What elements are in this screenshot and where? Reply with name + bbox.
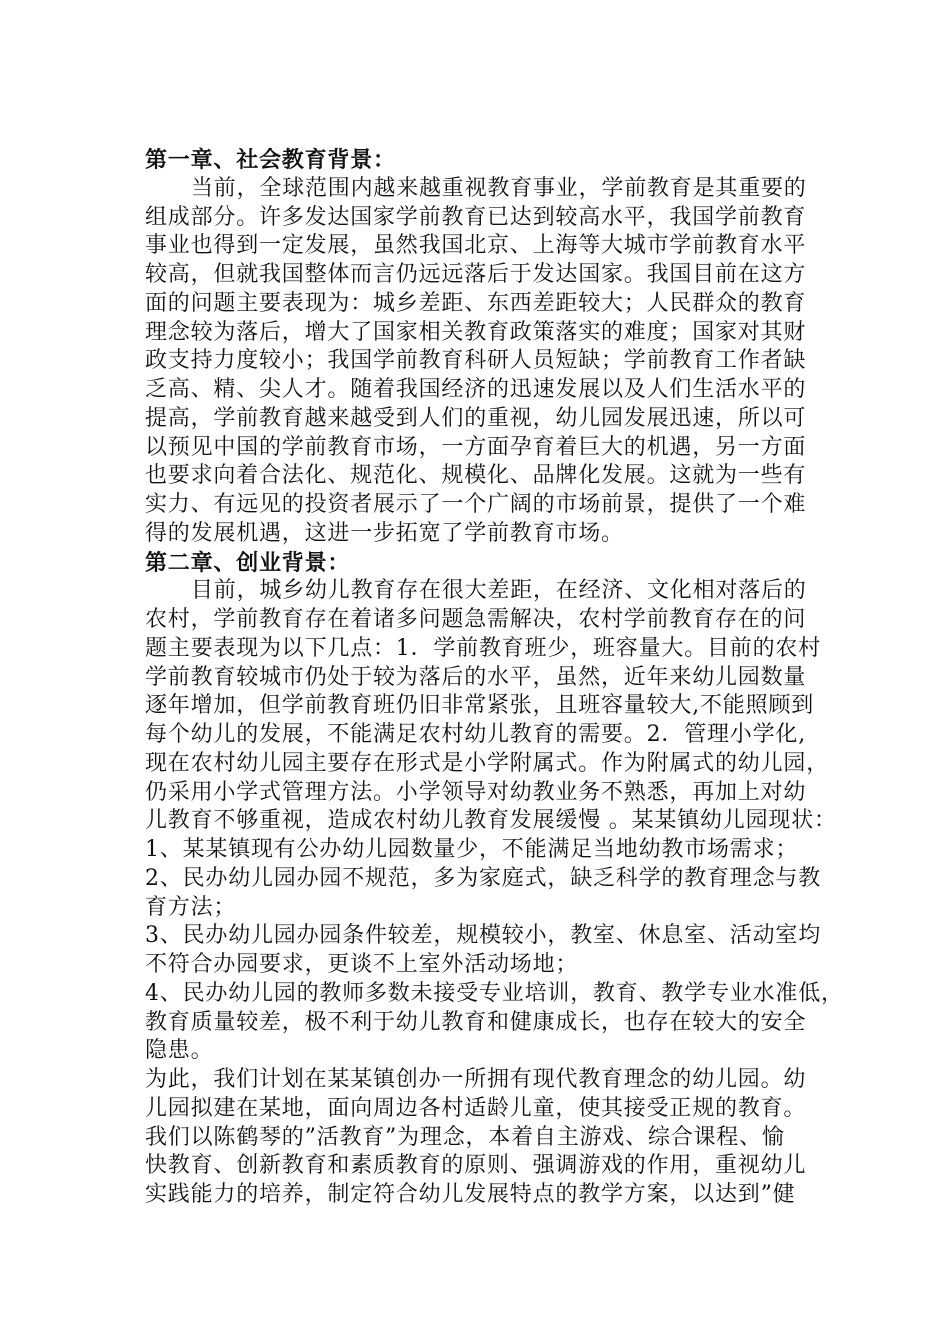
chapter-2-heading: 第二章、创业背景： — [145, 549, 351, 576]
text-line: 教育质量较差，极不利于幼儿教育和健康成长，也存在较大的安全 — [145, 1009, 807, 1035]
text-line: 4、民办幼儿园的教师多数未接受专业培训，教育、教学专业水准低， — [145, 980, 844, 1006]
text-line: 政支持力度较小；我国学前教育科研人员短缺；学前教育工作者缺 — [145, 348, 807, 374]
text-line: 农村，学前教育存在着诸多问题急需解决，农村学前教育存在的问 — [145, 607, 807, 632]
text-line: 现在农村幼儿园主要存在形式是小学附属式。作为附属式的幼儿园， — [145, 750, 830, 776]
text-line: 1、某某镇现有公办幼儿园数量少，不能满足当地幼教市场需求； — [145, 837, 799, 862]
text-line: 组成部分。许多发达国家学前教育已达到较高水平，我国学前教育 — [145, 204, 807, 230]
chapter-1-body — [145, 175, 845, 549]
text-line: 乏高、精、尖人才。随着我国经济的迅速发展以及人们生活水平的 — [145, 377, 807, 402]
chapter-2-body — [145, 577, 845, 1210]
text-line: 学前教育较城市仍处于较为落后的水平，虽然，近年来幼儿园数量 — [145, 664, 807, 690]
text-line: 以预见中国的学前教育市场，一方面孕育着巨大的机遇，另一方面 — [145, 434, 807, 460]
text-line: 我们以陈鹤琴的”活教育”为理念，本着自主游戏、综合课程、愉 — [145, 1124, 785, 1150]
text-line: 事业也得到一定发展，虽然我国北京、上海等大城市学前教育水平 — [145, 233, 807, 259]
text-line: 目前，城乡幼儿教育存在很大差距，在经济、文化相对落后的 — [191, 578, 807, 604]
document-page — [145, 146, 845, 1210]
text-line: 2、民办幼儿园办园不规范，多为家庭式，缺乏科学的教育理念与教 — [145, 865, 821, 891]
text-line: 也要求向着合法化、规范化、规模化、品牌化发展。这就为一些有 — [145, 463, 807, 489]
text-line: 儿园拟建在某地，面向周边各村适龄儿童，使其接受正规的教育。 — [145, 1095, 807, 1121]
text-line: 当前，全球范围内越来越重视教育事业，学前教育是其重要的 — [191, 175, 807, 201]
text-line: 为此，我们计划在某某镇创办一所拥有现代教育理念的幼儿园。幼 — [145, 1067, 807, 1092]
text-line: 儿教育不够重视，造成农村幼儿教育发展缓慢 。某某镇幼儿园现状： — [145, 808, 837, 834]
text-line: 逐年增加，但学前教育班仍旧非常紧张，且班容量较大,不能照顾到 — [145, 693, 814, 719]
text-line: 每个幼儿的发展，不能满足农村幼儿教育的需要。2．管理小学化, — [145, 722, 806, 747]
text-line: 隐患。 — [145, 1038, 214, 1064]
text-line: 面的问题主要表现为：城乡差距、东西差距较大；人民群众的教育 — [145, 290, 807, 316]
text-line: 较高，但就我国整体而言仍远远落后于发达国家。我国目前在这方 — [145, 262, 807, 287]
text-line: 提高，学前教育越来越受到人们的重视，幼儿园发展迅速，所以可 — [145, 405, 807, 431]
text-line: 实践能力的培养，制定符合幼儿发展特点的教学方案，以达到”健 — [145, 1182, 796, 1207]
chapter-1-heading: 第一章、社会教育背景： — [145, 147, 396, 173]
text-line: 理念较为落后，增大了国家相关教育政策落实的难度；国家对其财 — [145, 319, 807, 345]
text-line: 不符合办园要求，更谈不上室外活动场地； — [145, 952, 579, 977]
text-line: 题主要表现为以下几点：1．学前教育班少，班容量大。目前的农村 — [145, 635, 821, 661]
text-line: 3、民办幼儿园办园条件较差，规模较小，教室、休息室、活动室均 — [145, 923, 821, 949]
text-line: 实力、有远见的投资者展示了一个广阔的市场前景，提供了一个难 — [145, 492, 807, 517]
text-line: 得的发展机遇，这进一步拓宽了学前教育市场。 — [145, 520, 624, 546]
text-line: 育方法； — [145, 894, 237, 920]
text-line: 仍采用小学式管理方法。小学领导对幼教业务不熟悉，再加上对幼 — [145, 779, 807, 805]
text-line: 快教育、创新教育和素质教育的原则、强调游戏的作用，重视幼儿 — [145, 1153, 807, 1179]
